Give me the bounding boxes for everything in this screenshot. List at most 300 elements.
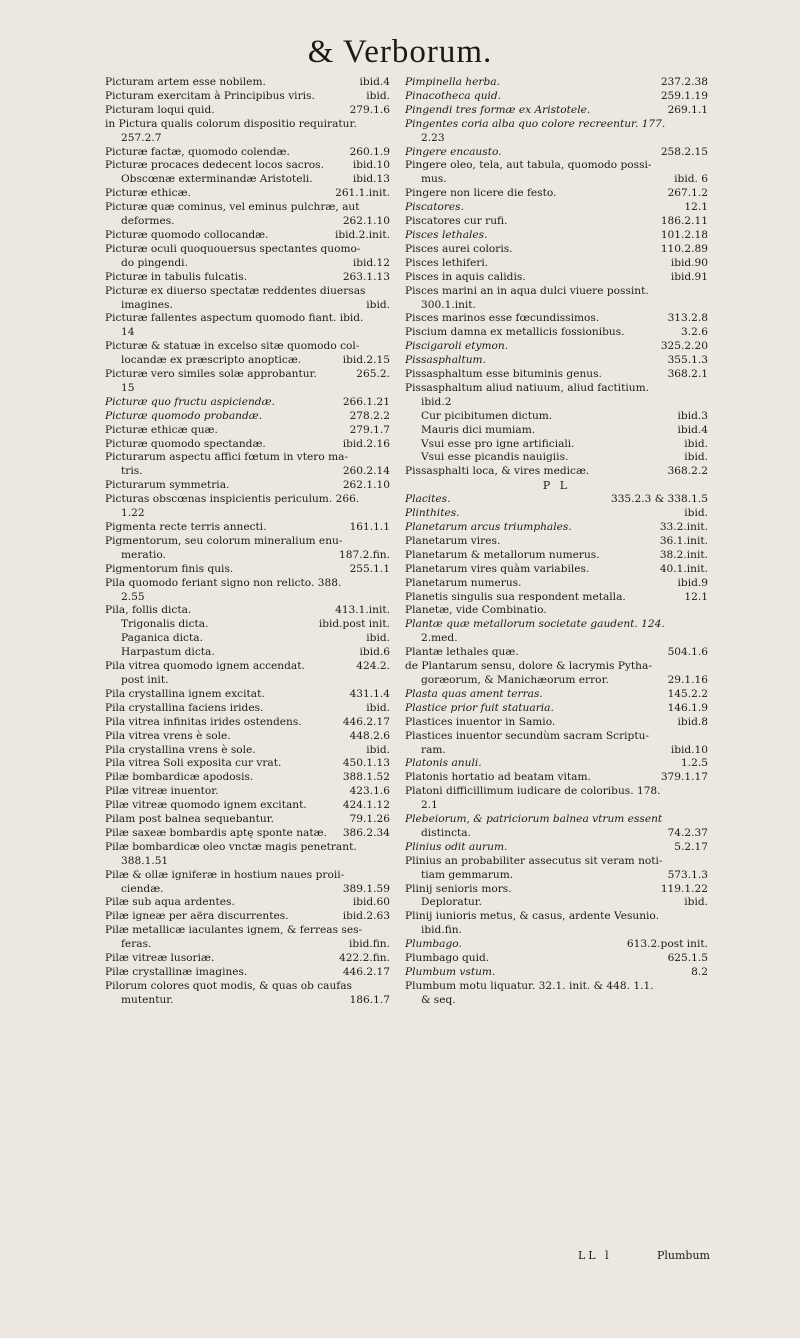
index-entry bbox=[105, 813, 390, 827]
signature-mark: LL l bbox=[578, 1249, 612, 1262]
index-entry bbox=[105, 660, 390, 674]
entry-text: Pingere non licere die festo. bbox=[405, 187, 557, 200]
entry-text: Picturæ quæ cominus, vel eminus pulchræ, aut bbox=[105, 201, 360, 214]
entry-text: meratio. bbox=[121, 548, 166, 561]
index-entry bbox=[105, 132, 390, 146]
section-letters bbox=[405, 479, 708, 493]
page-reference: 368.2.1 bbox=[667, 368, 708, 381]
entry-text: Pissasphaltum aliud natiuum, aliud factitium. bbox=[405, 381, 649, 394]
index-entry bbox=[105, 424, 390, 438]
page-reference: 1.2.5 bbox=[681, 757, 708, 770]
page-reference: 368.2.2 bbox=[667, 465, 708, 478]
index-entry bbox=[405, 271, 708, 285]
index-entry bbox=[405, 716, 708, 730]
page-reference: 36.1.init. bbox=[659, 534, 708, 547]
entry-text: Pigmentorum finis quis. bbox=[105, 562, 234, 575]
entry-text: Pingere oleo, tela, aut tabula, quomodo possi- bbox=[405, 159, 652, 172]
page-reference: ibid. bbox=[684, 896, 708, 909]
entry-text: Pissasphaltum esse bituminis genus. bbox=[405, 368, 602, 381]
page-reference: 355.1.3 bbox=[667, 354, 708, 367]
page-reference: 12.1 bbox=[684, 201, 708, 214]
index-entry bbox=[105, 896, 390, 910]
index-entry bbox=[105, 799, 390, 813]
page-reference: 29.1.16 bbox=[667, 673, 708, 686]
entry-text: 2.23 bbox=[421, 131, 445, 144]
index-entry bbox=[405, 354, 708, 368]
entry-text: deformes. bbox=[121, 215, 175, 228]
index-entry bbox=[405, 438, 708, 452]
page-reference: ibid.13 bbox=[352, 173, 390, 186]
index-entry bbox=[405, 201, 708, 215]
index-entry bbox=[105, 549, 390, 563]
entry-text: Platonis hortatio ad beatam vitam. bbox=[405, 771, 591, 784]
index-entry bbox=[405, 855, 708, 869]
entry-text: Vsui esse pro igne artificiali. bbox=[421, 437, 575, 450]
entry-text: Mauris dici mumiam. bbox=[421, 423, 536, 436]
index-entry bbox=[105, 702, 390, 716]
entry-text: Piscatores cur rufi. bbox=[405, 215, 508, 228]
entry-text: 2.55 bbox=[121, 590, 145, 603]
entry-text: Planetarum vires. bbox=[405, 534, 501, 547]
entry-text: Picturæ quomodo spectandæ. bbox=[105, 437, 266, 450]
index-entry bbox=[405, 924, 708, 938]
index-entry bbox=[105, 730, 390, 744]
entry-text: Pigmenta recte terris annecti. bbox=[105, 521, 267, 533]
entry-text: Picturæ ethicæ. bbox=[105, 187, 191, 200]
page-reference: ibid.4 bbox=[359, 76, 390, 88]
entry-text: Plinij iunioris metus, & casus, ardente Vesunio. bbox=[405, 910, 659, 923]
index-entry bbox=[105, 187, 390, 201]
entry-text: Picturam loqui quid. bbox=[105, 103, 215, 116]
page-reference: 260.2.14 bbox=[342, 465, 390, 478]
entry-text: feras. bbox=[121, 938, 152, 951]
page-reference: ibid.fin. bbox=[349, 938, 390, 951]
entry-text: Pila vitrea quomodo ignem accendat. bbox=[105, 660, 305, 673]
page-reference: 79.1.26 bbox=[349, 813, 390, 826]
entry-text: Picturarum aspectu affici fœtum in vtero ma- bbox=[105, 451, 349, 464]
page-reference: 450.1.13 bbox=[342, 757, 390, 770]
page-reference: ibid. bbox=[366, 298, 390, 311]
index-entry bbox=[405, 730, 708, 744]
page-reference: 145.2.2 bbox=[667, 687, 708, 700]
entry-text: ciendæ. bbox=[121, 882, 164, 895]
page-reference: ibid.8 bbox=[677, 715, 708, 728]
entry-text: Platoni difficillimum iudicare de coloribus. 178. bbox=[405, 785, 661, 798]
entry-text: Trigonalis dicta. bbox=[121, 618, 209, 631]
page-reference: 255.1.1 bbox=[349, 562, 390, 575]
entry-text: Pingendi tres formæ ex Aristotele. bbox=[405, 103, 591, 116]
entry-text: Paganica dicta. bbox=[121, 632, 203, 645]
entry-text: Picturæ factæ, quomodo colendæ. bbox=[105, 145, 290, 158]
index-entry bbox=[105, 451, 390, 465]
entry-text: Obscœnæ exterminandæ Aristoteli. bbox=[121, 173, 313, 186]
entry-text: Pilæ vitreæ inuentor. bbox=[105, 785, 219, 798]
page-reference: 261.1.init. bbox=[335, 187, 390, 200]
page-reference: ibid.3 bbox=[677, 409, 708, 422]
index-entry bbox=[105, 257, 390, 271]
entry-text: Picturæ procaces dedecent locos sacros. bbox=[105, 159, 324, 172]
entry-text: & seq. bbox=[421, 993, 456, 1006]
entry-text: Deploratur. bbox=[421, 896, 483, 909]
page-reference: 187.2.fin. bbox=[339, 548, 390, 561]
entry-text: Pilæ igneæ per aëra discurrentes. bbox=[105, 910, 289, 923]
entry-text: Picturæ quomodo collocandæ. bbox=[105, 228, 269, 241]
index-entry bbox=[405, 90, 708, 104]
entry-text: Picturæ & statuæ in excelso sitæ quomodo col- bbox=[105, 340, 360, 353]
index-entry bbox=[105, 285, 390, 299]
entry-text: Picturæ fallentes aspectum quomodo fiant. ibid. bbox=[105, 312, 364, 325]
index-entry bbox=[405, 243, 708, 257]
page-title: & Verborum. bbox=[307, 34, 493, 70]
entry-text: Pisces lethales. bbox=[405, 228, 488, 241]
entry-text: Pisces in aquis calidis. bbox=[405, 270, 526, 283]
index-entry bbox=[105, 215, 390, 229]
entry-text: imagines. bbox=[121, 298, 173, 311]
index-entry bbox=[405, 841, 708, 855]
page-reference: 33.2.init. bbox=[659, 521, 708, 533]
index-entry bbox=[405, 702, 708, 716]
index-entry bbox=[405, 507, 708, 521]
entry-text: post init. bbox=[121, 673, 169, 686]
page-reference: ibid.2.16 bbox=[342, 437, 390, 450]
entry-text: Pila crystallina faciens irides. bbox=[105, 701, 264, 714]
entry-text: Pila, follis dicta. bbox=[105, 604, 192, 617]
entry-text: Plastice prior fuit statuaria. bbox=[405, 701, 554, 714]
page-reference: 262.1.10 bbox=[342, 479, 390, 492]
index-entry bbox=[405, 76, 708, 90]
page-reference: 101.2.18 bbox=[660, 228, 708, 241]
index-entry bbox=[405, 883, 708, 897]
index-entry bbox=[105, 994, 390, 1008]
page-reference: ibid.90 bbox=[670, 256, 708, 269]
entry-text: Placites. bbox=[405, 493, 451, 506]
page-reference: ibid.post init. bbox=[318, 618, 390, 631]
entry-text: Plantæ quæ metallorum societate gaudent. 124. bbox=[405, 618, 665, 631]
index-entry bbox=[405, 521, 708, 535]
index-entry bbox=[405, 257, 708, 271]
index-entry bbox=[405, 674, 708, 688]
entry-text: Pila crystallina vrens è sole. bbox=[105, 743, 256, 756]
index-entry bbox=[105, 646, 390, 660]
index-entry bbox=[405, 980, 708, 994]
entry-text: locandæ ex præscripto anopticæ. bbox=[121, 354, 302, 367]
index-entry bbox=[105, 438, 390, 452]
entry-text: Pilæ saxeæ bombardis aptę sponte natæ. bbox=[105, 826, 327, 839]
entry-text: Pila vitrea Soli exposita cur vrat. bbox=[105, 757, 282, 770]
index-entry bbox=[105, 382, 390, 396]
page-reference: 313.2.8 bbox=[667, 312, 708, 325]
entry-text: Planetis singulis sua respondent metalla. bbox=[405, 590, 626, 603]
index-entry bbox=[405, 632, 708, 646]
index-entry bbox=[105, 563, 390, 577]
page-reference: 259.1.19 bbox=[660, 89, 708, 102]
index-entry bbox=[105, 910, 390, 924]
page-reference: 237.2.38 bbox=[660, 76, 708, 88]
index-entry bbox=[405, 771, 708, 785]
entry-text: Piscatores. bbox=[405, 201, 464, 214]
index-entry bbox=[105, 493, 390, 507]
index-entry bbox=[405, 549, 708, 563]
page-reference: 278.2.2 bbox=[349, 409, 390, 422]
entry-text: Pingere encausto. bbox=[405, 145, 502, 158]
entry-text: Pilam post balnea sequebantur. bbox=[105, 813, 274, 826]
index-entry bbox=[105, 674, 390, 688]
entry-text: Pila quomodo feriant signo non relicto. 388. bbox=[105, 576, 342, 589]
index-entry bbox=[405, 132, 708, 146]
entry-text: Pilæ vitreæ quomodo ignem excitant. bbox=[105, 799, 307, 812]
index-entry bbox=[405, 896, 708, 910]
entry-text: Pissasphaltum. bbox=[405, 354, 486, 367]
index-entry bbox=[405, 799, 708, 813]
index-entry bbox=[105, 827, 390, 841]
page-reference: ibid.60 bbox=[352, 896, 390, 909]
entry-text: Plastices inuentor secundùm sacram Scriptu- bbox=[405, 729, 649, 742]
index-entry bbox=[105, 591, 390, 605]
page-reference: 573.1.3 bbox=[667, 868, 708, 881]
index-entry bbox=[105, 869, 390, 883]
index-entry bbox=[405, 744, 708, 758]
entry-text: goræorum, & Manichæorum error. bbox=[421, 673, 609, 686]
index-entry bbox=[105, 744, 390, 758]
entry-text: Picturæ ex diuerso spectatæ reddentes diuersas bbox=[105, 284, 366, 297]
index-entry bbox=[405, 646, 708, 660]
index-entry bbox=[105, 201, 390, 215]
entry-text: 14 bbox=[121, 326, 135, 339]
index-entry bbox=[405, 173, 708, 187]
index-entry bbox=[405, 368, 708, 382]
index-entry bbox=[105, 299, 390, 313]
page-reference: 379.1.17 bbox=[660, 771, 708, 784]
entry-text: Platonis anuli. bbox=[405, 757, 482, 770]
entry-text: tris. bbox=[121, 465, 143, 478]
entry-text: Plumbum motu liquatur. 32.1. init. & 448. 1.1. bbox=[405, 979, 654, 992]
entry-text: 2.1 bbox=[421, 799, 438, 812]
page-reference: 279.1.6 bbox=[349, 103, 390, 116]
page-reference: ibid. bbox=[366, 632, 390, 645]
index-entry bbox=[105, 785, 390, 799]
page-reference: 5.2.17 bbox=[674, 840, 708, 853]
index-entry bbox=[405, 966, 708, 980]
index-entry bbox=[105, 771, 390, 785]
index-entry bbox=[105, 757, 390, 771]
page-reference: 258.2.15 bbox=[660, 145, 708, 158]
entry-text: ibid.2 bbox=[421, 395, 452, 408]
index-entry bbox=[405, 312, 708, 326]
page-reference: 269.1.1 bbox=[667, 103, 708, 116]
page-reference: 186.1.7 bbox=[349, 993, 390, 1006]
index-entry bbox=[405, 563, 708, 577]
entry-text: Piscium damna ex metallicis fossionibus. bbox=[405, 326, 625, 339]
page-reference: 119.1.22 bbox=[660, 882, 708, 895]
entry-text: mutentur. bbox=[121, 993, 174, 1006]
page-reference: 186.2.11 bbox=[660, 215, 708, 228]
index-entry bbox=[105, 118, 390, 132]
index-entry bbox=[105, 104, 390, 118]
index-entry bbox=[105, 90, 390, 104]
page-reference: ibid. 6 bbox=[674, 173, 708, 186]
index-entry bbox=[405, 465, 708, 479]
page-reference: 262.1.10 bbox=[342, 215, 390, 228]
index-entry bbox=[405, 285, 708, 299]
index-entry bbox=[405, 869, 708, 883]
entry-text: 388.1.51 bbox=[121, 854, 169, 867]
entry-text: Pisces marinos esse fœcundissimos. bbox=[405, 312, 600, 325]
index-entry bbox=[405, 618, 708, 632]
page-reference: ibid. bbox=[366, 89, 390, 102]
right-index-column bbox=[405, 76, 708, 1008]
entry-text: Plinthites. bbox=[405, 507, 460, 520]
index-entry bbox=[105, 312, 390, 326]
page-reference: 446.2.17 bbox=[342, 966, 390, 978]
entry-text: in Pictura qualis colorum dispositio requiratur. bbox=[105, 117, 357, 130]
index-entry bbox=[105, 883, 390, 897]
index-entry bbox=[105, 618, 390, 632]
index-entry bbox=[105, 938, 390, 952]
entry-text: 2.med. bbox=[421, 632, 458, 645]
index-entry bbox=[105, 632, 390, 646]
index-entry bbox=[405, 535, 708, 549]
index-entry bbox=[405, 493, 708, 507]
index-entry bbox=[105, 535, 390, 549]
index-entry bbox=[105, 396, 390, 410]
entry-text: 257.2.7 bbox=[121, 131, 162, 144]
index-entry bbox=[405, 952, 708, 966]
index-entry bbox=[105, 521, 390, 535]
page-reference: 446.2.17 bbox=[342, 715, 390, 728]
page-reference: ibid.2.63 bbox=[342, 910, 390, 923]
entry-text: P L bbox=[542, 479, 571, 493]
index-entry bbox=[105, 229, 390, 243]
index-entry bbox=[105, 577, 390, 591]
index-entry bbox=[405, 591, 708, 605]
index-entry bbox=[405, 757, 708, 771]
entry-text: Pilæ sub aqua ardentes. bbox=[105, 896, 235, 909]
page-reference: 424.1.12 bbox=[342, 799, 390, 812]
entry-text: ibid.fin. bbox=[421, 924, 462, 937]
entry-text: Pigmentorum, seu colorum mineralium enu- bbox=[105, 534, 343, 547]
entry-text: Pilæ bombardicæ apodosis. bbox=[105, 771, 254, 784]
index-entry bbox=[405, 396, 708, 410]
index-entry bbox=[405, 340, 708, 354]
entry-text: Pilæ vitreæ lusoriæ. bbox=[105, 952, 215, 965]
index-entry bbox=[405, 813, 708, 827]
page-reference: 431.1.4 bbox=[349, 687, 390, 700]
index-entry bbox=[105, 507, 390, 521]
page-reference: 8.2 bbox=[691, 966, 708, 978]
entry-text: distincta. bbox=[421, 826, 471, 839]
index-entry bbox=[405, 299, 708, 313]
entry-text: Pilæ & ollæ igniferæ in hostium naues proii- bbox=[105, 868, 345, 881]
entry-text: Planetæ, vide Combinatio. bbox=[405, 604, 547, 617]
index-entry bbox=[405, 410, 708, 424]
entry-text: de Plantarum sensu, dolore & lacrymis Pytha- bbox=[405, 660, 652, 673]
page-reference: 386.2.34 bbox=[342, 826, 390, 839]
page-reference: 146.1.9 bbox=[667, 701, 708, 714]
entry-text: Pingentes coria alba quo colore recreentur. 177. bbox=[405, 117, 666, 130]
entry-text: Pilæ crystallinæ imagines. bbox=[105, 966, 248, 978]
page-reference: ibid.9 bbox=[677, 576, 708, 589]
entry-text: Picturas obscœnas inspicientis periculum. 266. bbox=[105, 493, 360, 506]
page-reference: ibid.10 bbox=[352, 159, 390, 172]
entry-text: Picturæ quo fructu aspiciendæ. bbox=[105, 395, 275, 408]
entry-text: Plasta quas ament terras. bbox=[405, 687, 543, 700]
page-reference: 335.2.3 & 338.1.5 bbox=[610, 493, 708, 506]
page-reference: 260.1.9 bbox=[349, 145, 390, 158]
left-index-column bbox=[105, 76, 390, 1008]
index-entry bbox=[105, 243, 390, 257]
entry-text: Pimpinella herba. bbox=[405, 76, 500, 88]
index-entry bbox=[105, 604, 390, 618]
page-reference: ibid.2.15 bbox=[342, 354, 390, 367]
index-entry bbox=[105, 716, 390, 730]
entry-text: Picturæ in tabulis fulcatis. bbox=[105, 270, 248, 283]
entry-text: Pila vitrea infinitas irides ostendens. bbox=[105, 715, 302, 728]
index-entry bbox=[405, 785, 708, 799]
index-entry bbox=[105, 924, 390, 938]
index-entry bbox=[405, 382, 708, 396]
entry-text: Plastices inuentor in Samio. bbox=[405, 715, 556, 728]
page-reference: ibid.91 bbox=[670, 270, 708, 283]
page-reference: 423.1.6 bbox=[349, 785, 390, 798]
page-reference: ibid. bbox=[684, 507, 708, 520]
index-entry bbox=[105, 479, 390, 493]
index-entry bbox=[405, 451, 708, 465]
index-entry bbox=[105, 841, 390, 855]
entry-text: Planetarum & metallorum numerus. bbox=[405, 548, 600, 561]
page-reference: ibid.12 bbox=[352, 256, 390, 269]
page-reference: 161.1.1 bbox=[349, 521, 390, 533]
page-reference: 413.1.init. bbox=[335, 604, 390, 617]
entry-text: Pisces aurei coloris. bbox=[405, 242, 513, 255]
page-reference: 613.2.post init. bbox=[626, 938, 708, 951]
index-entry bbox=[405, 118, 708, 132]
page-reference: ibid.6 bbox=[359, 646, 390, 659]
index-entry bbox=[105, 354, 390, 368]
page-reference: 279.1.7 bbox=[349, 423, 390, 436]
index-entry bbox=[405, 604, 708, 618]
entry-text: Plebeiorum, & patriciorum balnea vtrum essent bbox=[405, 813, 663, 826]
entry-text: Pila vitrea vrens è sole. bbox=[105, 729, 231, 742]
page-reference: 266.1.21 bbox=[342, 395, 390, 408]
index-entry bbox=[405, 424, 708, 438]
page-reference: ibid. bbox=[366, 743, 390, 756]
entry-text: Plumbago quid. bbox=[405, 952, 490, 965]
index-entry bbox=[105, 688, 390, 702]
index-entry bbox=[105, 465, 390, 479]
index-entry bbox=[405, 159, 708, 173]
page-reference: 267.1.2 bbox=[667, 187, 708, 200]
entry-text: Picturæ oculi quoquouersus spectantes quomo- bbox=[105, 242, 361, 255]
entry-text: Picturarum symmetria. bbox=[105, 479, 230, 492]
index-entry bbox=[105, 173, 390, 187]
page-reference: 448.2.6 bbox=[349, 729, 390, 742]
entry-text: ram. bbox=[421, 743, 446, 756]
index-entry bbox=[105, 159, 390, 173]
index-entry bbox=[405, 577, 708, 591]
page-reference: 388.1.52 bbox=[342, 771, 390, 784]
index-entry bbox=[405, 187, 708, 201]
index-entry bbox=[405, 229, 708, 243]
page-reference: 265.2. bbox=[356, 368, 390, 381]
page-reference: 325.2.20 bbox=[660, 340, 708, 353]
entry-text: Pissasphalti loca, & vires medicæ. bbox=[405, 465, 590, 478]
entry-text: 1.22 bbox=[121, 507, 145, 520]
entry-text: mus. bbox=[421, 173, 447, 186]
index-entry bbox=[105, 146, 390, 160]
entry-text: Pilæ metallicæ iaculantes ignem, & ferreas ses- bbox=[105, 924, 363, 937]
entry-text: Harpastum dicta. bbox=[121, 646, 215, 659]
entry-text: 15 bbox=[121, 381, 135, 394]
